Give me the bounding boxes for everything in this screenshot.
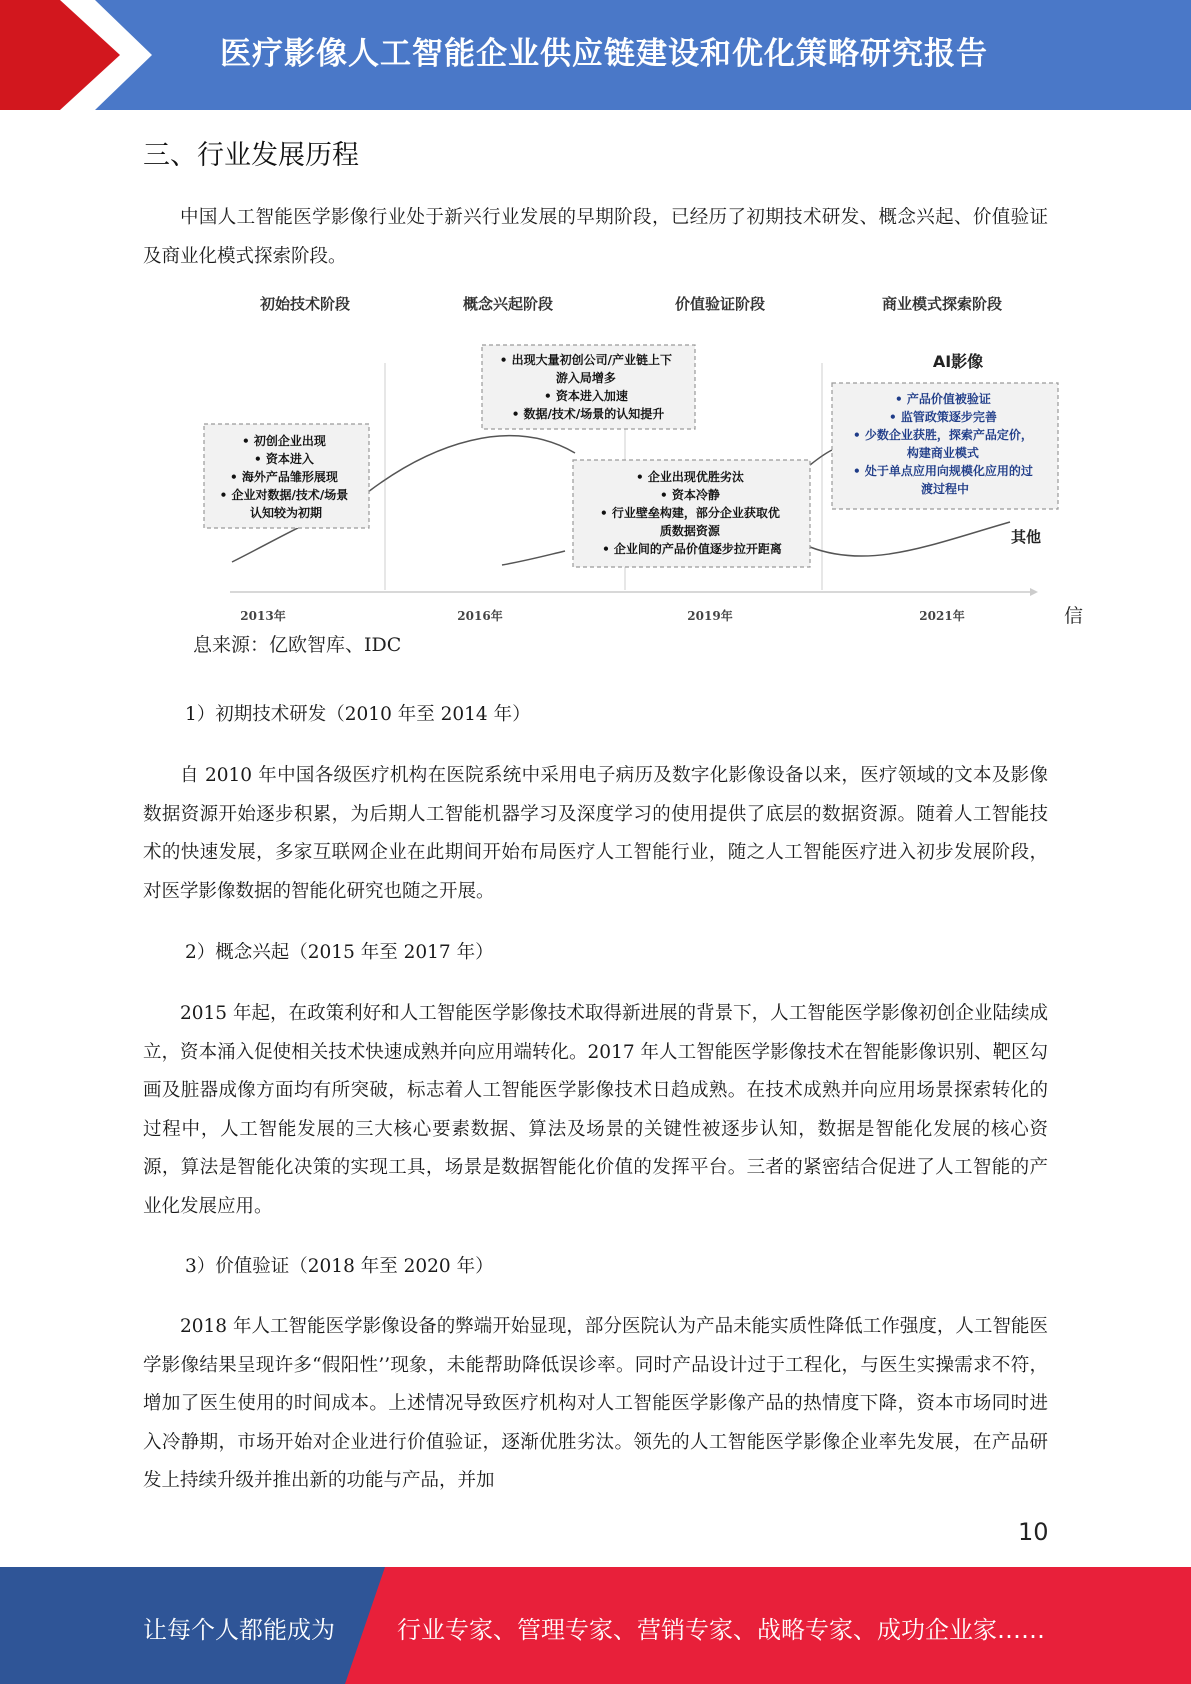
header-chevron-icon [0,0,160,110]
body-paragraph-3: 2018 年人工智能医学影像设备的弊端开始显现，部分医院认为产品未能实质性降低工作强度，人工智能医学影像结果呈现许多“假阳性’’现象，未能帮助降低误诊率。同时产品设计过于工程化，与医生实操需求不符，增加了医生使用的时间成本。上述情况导致医疗机构对人工智能医学影像产品的热情度下降，资本市场同时进入冷静期，市场开始对企业进行价值验证，逐渐优胜劣汰。领先的人工智能医学影像企业率先发展，在产品研发上持续升级并推出新的功能与产品，并加 [143,1316,1048,1491]
box4-line: 构建商业模式 [906,446,979,460]
timeline-figure [190,285,1100,640]
box4-line: • 产品价值被验证 [894,392,991,406]
page-number: 10 [1018,1518,1049,1546]
box2-line: • 出现大量初创公司/产业链上下 [499,353,673,367]
subheading-1: 1）初期技术研发（2010 年至 2014 年） [185,704,531,725]
intro-paragraph: 中国人工智能医学影像行业处于新兴行业发展的早期阶段，已经历了初期技术研发、概念兴起、价值验证及商业化模式探索阶段。 [143,207,1048,267]
box3-line: • 资本冷静 [659,488,720,502]
box2-line: 游入局增多 [555,371,616,385]
box3-line: • 企业出现优胜劣汰 [635,470,744,484]
source-caption: 息来源：亿欧智库、IDC [193,634,402,656]
year-label-3: 2019年 [687,609,733,623]
box1-line: • 海外产品雏形展现 [229,470,338,484]
box1-line: 认知较为初期 [249,506,323,520]
label-ai-imaging: AI影像 [932,352,984,371]
year-label-1: 2013年 [240,609,286,623]
trend-curve-dip [502,551,565,565]
stage-label-2: 概念兴起阶段 [462,295,554,313]
box4-line: 渡过程中 [920,482,970,496]
page-footer [0,1567,1191,1684]
box3-line: • 企业间的产品价值逐步拉开距离 [602,542,782,556]
box2-line: • 资本进入加速 [543,389,628,403]
trend-curve-ai [810,450,832,465]
footer-slogan-right: 行业专家、管理专家、营销专家、战略专家、成功企业家…… [397,1616,1045,1644]
stage-label-3: 价值验证阶段 [674,295,766,313]
section-heading: 三、行业发展历程 [143,140,359,171]
box4-line: • 监管政策逐步完善 [888,410,997,424]
body-paragraph-2: 2015 年起，在政策利好和人工智能医学影像技术取得新进展的背景下，人工智能医学影像初创企业陆续成立，资本涌入促使相关技术快速成熟并向应用端转化。2017 年人工智能医学影像技术在智能影像识别、靶区勾画及脏器成像方面均有所突破，标志着人工智能医学影像技术日趋成熟。在技术成熟并向应用场景探索转化的过程中，人工智能发展的三大核心要素数据、算法及场景的关键性被逐步认知，数据是智能化发展的核心资源，算法是智能化决策的实现工具，场景是数据智能化价值的发挥平台。三者的紧密结合促进了人工智能的产业化发展应用。 [143,1003,1048,1217]
box3-line: • 行业壁垒构建，部分企业获取优 [599,506,780,520]
year-label-4: 2021年 [919,609,965,623]
label-other: 其他 [1010,528,1042,546]
box1-line: • 初创企业出现 [241,434,326,448]
year-label-2: 2016年 [457,609,503,623]
trend-curve-hype [368,436,575,492]
box3-line: 质数据资源 [659,524,720,538]
stage-label-4: 商业模式探索阶段 [881,295,1003,313]
page-header [0,0,1191,110]
footer-slogan-left: 让每个人都能成为 [143,1616,335,1644]
trend-curve-other [810,522,1010,556]
body-paragraph-1: 自 2010 年中国各级医疗机构在医院系统中采用电子病历及数字化影像设备以来，医疗领域的文本及影像数据资源开始逐步积累，为后期人工智能机器学习及深度学习的使用提供了底层的数据资源。随着人工智能技术的快速发展，多家互联网企业在此期间开始布局医疗人工智能行业，随之人工智能医疗进入初步发展阶段，对医学影像数据的智能化研究也随之开展。 [143,765,1048,902]
subheading-3: 3）价值验证（2018 年至 2020 年） [185,1256,494,1277]
box4-line: • 少数企业获胜，探索产品定价， [852,428,1033,442]
stage-label-1: 初始技术阶段 [259,295,351,313]
report-title: 医疗影像人工智能企业供应链建设和优化策略研究报告 [220,36,988,72]
subheading-2: 2）概念兴起（2015 年至 2017 年） [185,942,494,963]
box1-line: • 资本进入 [253,452,314,466]
box2-line: • 数据/技术/场景的认知提升 [511,407,665,421]
box1-line: • 企业对数据/技术/场景 [219,488,349,502]
source-prefix: 信 [1064,605,1084,627]
box4-line: • 处于单点应用向规模化应用的过 [852,464,1033,478]
